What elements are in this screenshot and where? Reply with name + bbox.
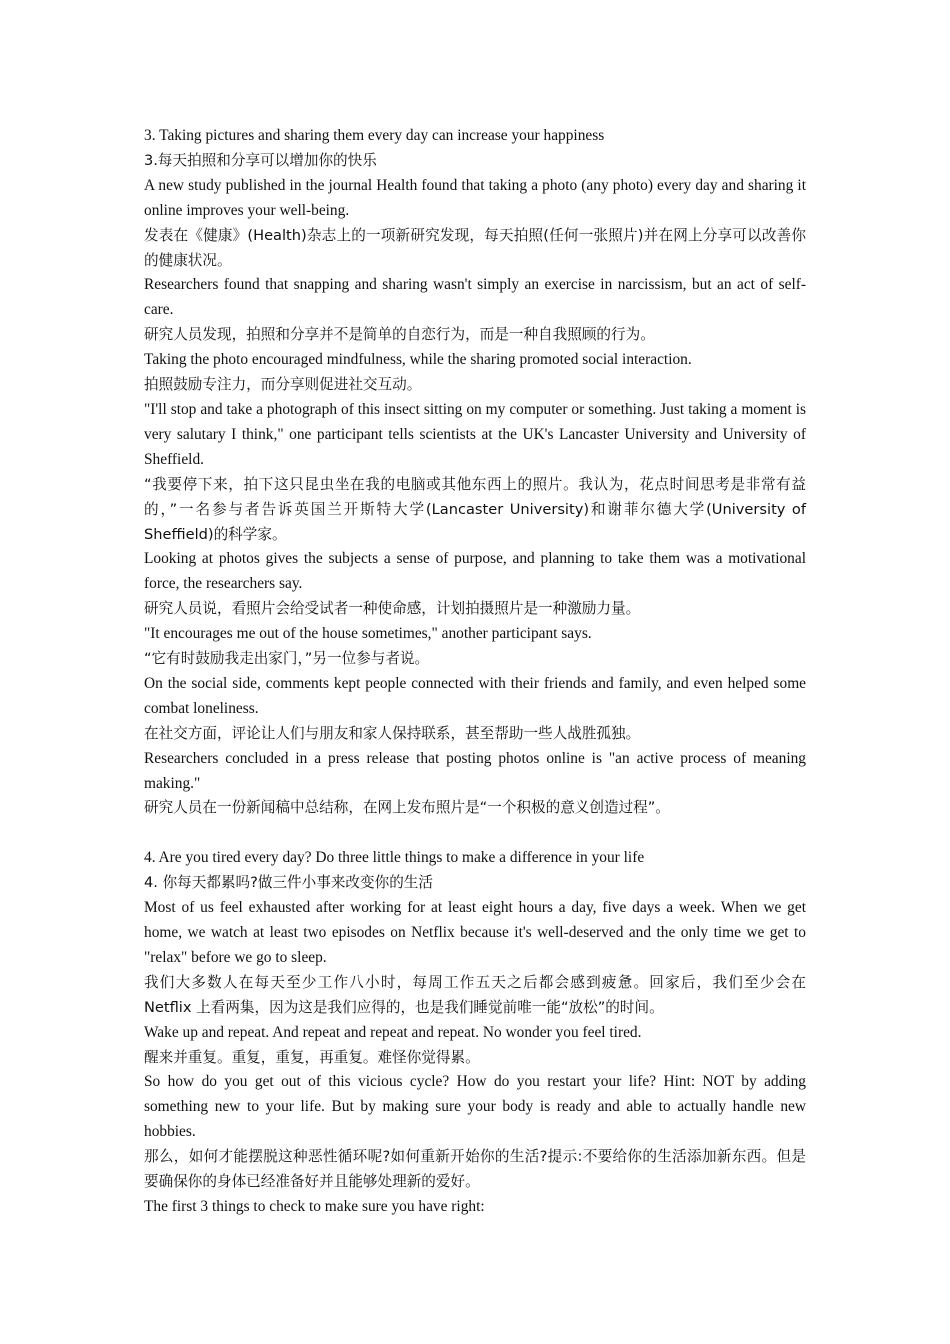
paragraph-zh: 研究人员发现，拍照和分享并不是简单的自恋行为，而是一种自我照顾的行为。 <box>144 326 655 344</box>
paragraph-en: So how do you get out of this vicious cycle? How do you restart your life? Hint: NOT by adding something new to your life. But by making sure your body is ready and able to actually handle new hobbies. <box>144 1073 806 1141</box>
section-4-heading: 4. Are you tired every day? Do three little things to make a difference in your life <box>144 849 645 867</box>
paragraph-zh: “我要停下来，拍下这只昆虫坐在我的电脑或其他东西上的照片。我认为，花点时间思考是非常有益的，”一名参与者告诉英国兰开斯特大学(Lancaster University)和谢菲尔德大学(University of Sheffield)的科学家。 <box>144 475 806 543</box>
section-4-heading-zh: 4. 你每天都累吗?做三件小事来改变你的生活 <box>144 874 433 892</box>
paragraph-zh: 在社交方面，评论让人们与朋友和家人保持联系，甚至帮助一些人战胜孤独。 <box>144 724 641 742</box>
section-spacer <box>144 821 806 846</box>
paragraph-zh: 那么，如何才能摆脱这种恶性循环呢?如何重新开始你的生活?提示:不要给你的生活添加新东西。但是要确保你的身体已经准备好并且能够处理新的爱好。 <box>144 1148 806 1191</box>
closing-line: The first 3 things to check to make sure you have right: <box>144 1197 485 1215</box>
paragraph-en: Most of us feel exhausted after working for at least eight hours a day, five days a week. When we get home, we watch at least two episodes on Netflix because it's well-deserved and the only time we get to "relax" before we go to sleep. <box>144 899 806 966</box>
paragraph-en: "It encourages me out of the house sometimes," another participant says. <box>144 625 592 643</box>
paragraph-en: Wake up and repeat. And repeat and repeat and repeat. No wonder you feel tired. <box>144 1023 642 1041</box>
section-3-heading-zh: 3.每天拍照和分享可以增加你的快乐 <box>144 151 377 169</box>
paragraph-en: Looking at photos gives the subjects a sense of purpose, and planning to take them was a motivational force, the researchers say. <box>144 550 806 593</box>
paragraph-zh: 拍照鼓励专注力，而分享则促进社交互动。 <box>144 376 422 394</box>
document-page <box>144 124 806 1220</box>
section-3-heading: 3. Taking pictures and sharing them every day can increase your happiness <box>144 127 605 144</box>
paragraph-zh: 发表在《健康》(Health)杂志上的一项新研究发现，每天拍照(任何一张照片)并在网上分享可以改善你的健康状况。 <box>144 226 806 269</box>
paragraph-en: Researchers found that snapping and sharing wasn't simply an exercise in narcissism, but an act of self-care. <box>144 276 806 319</box>
paragraph-zh: “它有时鼓励我走出家门，”另一位参与者说。 <box>144 650 430 668</box>
paragraph-zh: 研究人员在一份新闻稿中总结称，在网上发布照片是“一个积极的意义创造过程”。 <box>144 799 670 817</box>
paragraph-zh: 研究人员说，看照片会给受试者一种使命感，计划拍摄照片是一种激励力量。 <box>144 600 641 618</box>
paragraph-en: Taking the photo encouraged mindfulness, while the sharing promoted social interaction. <box>144 351 692 369</box>
paragraph-en: On the social side, comments kept people connected with their friends and family, and even helped some combat loneliness. <box>144 674 806 717</box>
paragraph-en: A new study published in the journal Health found that taking a photo (any photo) every day and sharing it online improves your well-being. <box>144 176 806 219</box>
paragraph-zh: 我们大多数人在每天至少工作八小时，每周工作五天之后都会感到疲惫。回家后，我们至少会在 Netflix 上看两集，因为这是我们应得的，也是我们睡觉前唯一能“放松”的时间。 <box>144 973 806 1016</box>
paragraph-en: "I'll stop and take a photograph of this insect sitting on my computer or something. Just taking a moment is very salutary I think," one participant tells scientists at the UK's Lancaster University and University of Sheffield. <box>144 400 806 468</box>
paragraph-en: Researchers concluded in a press release that posting photos online is "an active process of meaning making." <box>144 749 806 792</box>
paragraph-zh: 醒来并重复。重复，重复，再重复。难怪你觉得累。 <box>144 1048 480 1066</box>
